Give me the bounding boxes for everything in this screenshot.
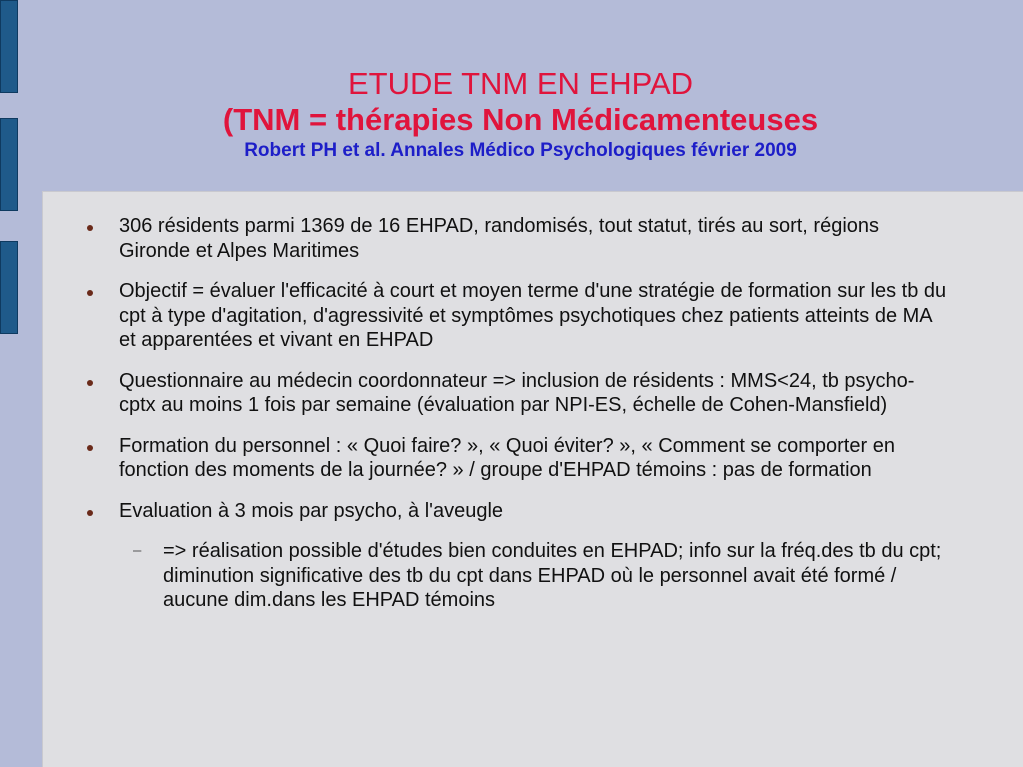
slide-title-area	[18, 66, 1023, 164]
side-decoration-bar-top	[0, 0, 18, 93]
bullet-text: Objectif = évaluer l'efficacité à court et moyen terme d'une stratégie de formation sur les tb du cpt à type d'agitation, d'agressivité et symptômes psychotiques chez patients atteints de MA et apparentées et vivant en EHPAD	[119, 280, 947, 351]
bullet-text: Formation du personnel : « Quoi faire? », « Quoi éviter? », « Comment se comporter en fonction des moments de la journée? » / groupe d'EHPAD témoins : pas de formation	[119, 434, 895, 481]
slide-title: ETUDE TNM EN EHPAD	[347, 66, 694, 101]
side-decoration-bar-bottom	[0, 241, 18, 334]
bullet-list	[119, 214, 949, 629]
bullet-item-2	[119, 279, 949, 353]
sub-bullet-item-1	[133, 539, 949, 613]
side-decoration-bar-middle	[0, 118, 18, 211]
slide-title-reference: Robert PH et al. Annales Médico Psychologiques février 2009	[244, 140, 797, 161]
bullet-dot-icon	[87, 290, 93, 296]
bullet-item-1	[119, 214, 949, 263]
bullet-dot-icon	[87, 445, 93, 451]
bullet-dot-icon	[87, 225, 93, 231]
bullet-item-3	[119, 369, 949, 418]
slide-title-definition: (TNM = thérapies Non Médicamenteuses	[222, 102, 819, 137]
dash-icon: –	[133, 542, 142, 559]
sub-bullet-text: => réalisation possible d'études bien conduites en EHPAD; info sur la fréq.des tb du cpt; diminution significative des tb du cpt dans EHPAD où le personnel avait été formé / aucune dim.dans les EHPAD témoins	[163, 540, 942, 611]
bullet-dot-icon	[87, 510, 93, 516]
sub-bullet-list	[119, 539, 949, 613]
content-panel	[42, 191, 1023, 767]
bullet-item-4	[119, 434, 949, 483]
bullet-item-5	[119, 499, 949, 613]
bullet-text: 306 résidents parmi 1369 de 16 EHPAD, randomisés, tout statut, tirés au sort, régions Gironde et Alpes Maritimes	[119, 215, 880, 262]
bullet-text: Evaluation à 3 mois par psycho, à l'aveugle	[119, 499, 504, 522]
bullet-text: Questionnaire au médecin coordonnateur => inclusion de résidents : MMS<24, tb psycho-cptx au moins 1 fois par semaine (évaluation par NPI-ES, échelle de Cohen-Mansfield)	[119, 369, 915, 416]
bullet-dot-icon	[87, 380, 93, 386]
